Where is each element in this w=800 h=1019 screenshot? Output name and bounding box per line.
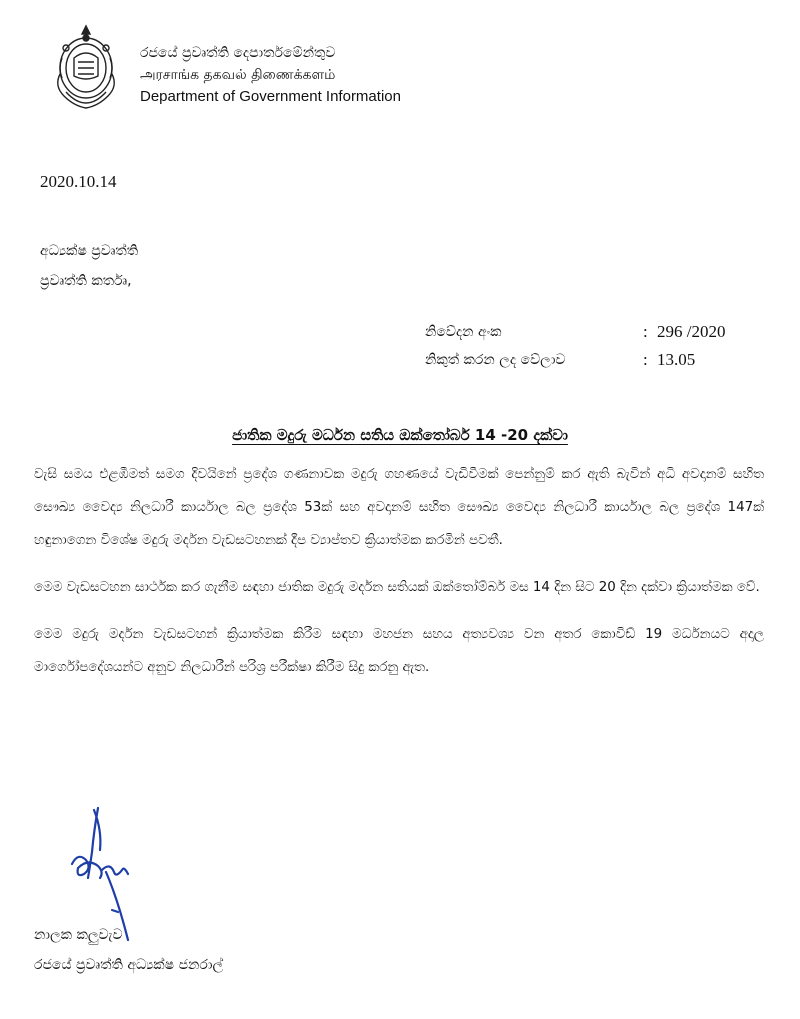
issue-time-label: නිකුත් කරන ලද වේලාව <box>425 352 566 368</box>
department-name-english: Department of Government Information <box>140 88 401 105</box>
recipient-line-1: අධ්‍යක්ෂ ප්‍රවෘත්ති <box>40 243 139 259</box>
release-number-colon: : <box>643 322 648 341</box>
signatory-title: රජයේ ප්‍රවෘත්ති අධ්‍යක්ෂ ජනරාල් <box>34 957 224 973</box>
recipient-line-2: ප්‍රවෘත්ති කර්තෘ, <box>40 273 132 289</box>
department-name-sinhala: රජයේ ප්‍රවෘත්ති දෙපාර්තමේන්තුව <box>140 45 336 61</box>
body-paragraph-2: මෙම වැඩසටහන සාර්ථක කර ගැනීම සඳහා ජාතික මදුරු මර්දන සතියක් ඔක්තෝම්බර් මස 14 දින සිට 20 දින දක්වා ක්‍රියාත්මක වේ. <box>34 580 760 595</box>
release-number-value: 296 /2020 <box>657 322 726 341</box>
issue-time-colon: : <box>643 350 648 369</box>
release-number-row <box>425 318 725 346</box>
body-paragraph-1: වැසි සමය එළඹීමත් සමග දිවයිනේ ප්‍රදේශ ගණනාවක මදුරු ගහණයේ වැඩිවීමක් පෙන්නුම් කර ඇති බැවින් අධි අවදානම් සහිත සෞඛ්‍ය වෛද්‍ය නිලධාරී කාර්යාල බල ප්‍රදේශ 53ක් සහ අවදානම් සහිත සෞඛ්‍ය වෛද්‍ය නිලධාරී කාර්යාල බල ප්‍රදේශ 147ක් හඳුනාගෙන විශේෂ මදුරු මර්දන වැඩසටහනක් දීප ව්‍යාප්තව ක්‍රියාත්මක කරමින් පවතී. <box>34 467 764 548</box>
release-body <box>34 458 764 698</box>
release-number-label: නිවේදන අංක <box>425 324 502 340</box>
department-name-block <box>140 42 401 108</box>
letterhead <box>48 18 468 118</box>
issue-time-value: 13.05 <box>657 350 696 369</box>
release-heading: ජාතික මදුරු මර්ධන සතිය ඔක්තෝබර් 14 -20 දක්වා <box>232 426 568 444</box>
release-date: 2020.10.14 <box>40 172 117 191</box>
department-name-tamil: அரசாங்க தகவல் திணைக்களம் <box>140 67 336 83</box>
reference-block <box>425 318 725 374</box>
signatory-block <box>34 920 223 980</box>
issue-time-row <box>425 346 725 374</box>
sri-lanka-emblem-icon <box>48 18 124 114</box>
recipient-block <box>40 236 138 296</box>
signatory-name: නාලක කලුවැව <box>34 927 123 943</box>
release-heading-wrap <box>0 425 800 444</box>
body-paragraph-3: මෙම මදුරු මර්දන වැඩසටහන් ක්‍රියාත්මක කිරීම සඳහා මහජන සහය අත්‍යවශ්‍ය වන අතර කොවිඩ් 19 මර්ධනයට අදාල මාර්ගෝපදේශයන්ට අනුව නිලධාරීන් පරිශ්‍ර පරීක්ෂා කිරීම සිදු කරනු ඇත. <box>34 627 764 675</box>
